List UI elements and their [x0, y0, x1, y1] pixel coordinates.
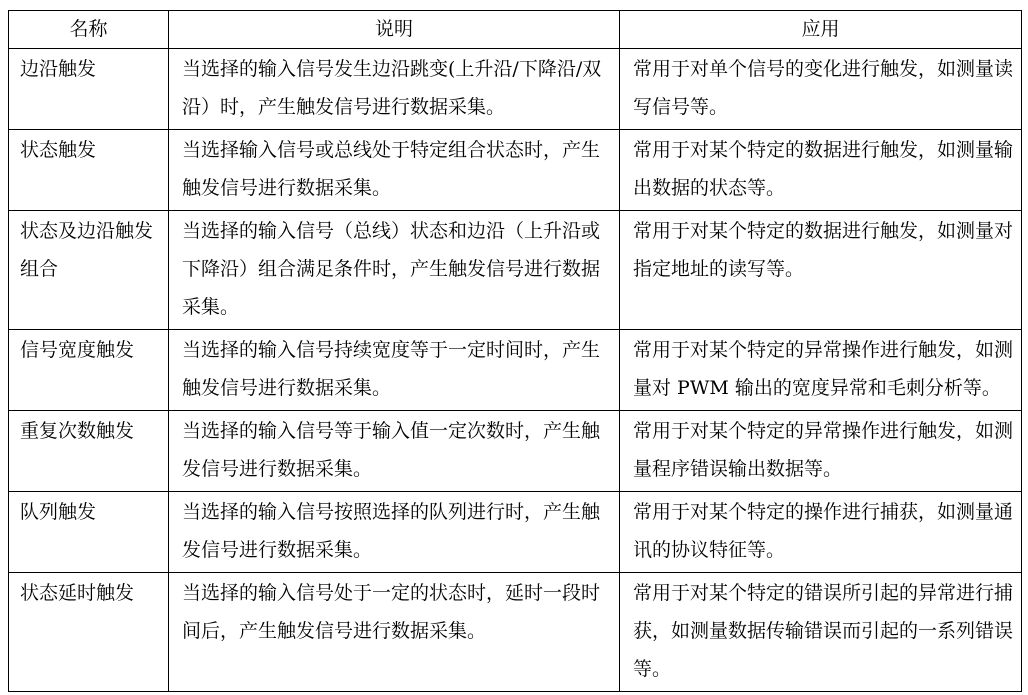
table-row — [9, 211, 1022, 330]
cell-name: 重复次数触发 — [9, 411, 169, 492]
table-row — [9, 492, 1022, 573]
cell-description: 当选择的输入信号等于输入值一定次数时，产生触发信号进行数据采集。 — [169, 411, 620, 492]
trigger-types-table — [8, 10, 1022, 692]
cell-name: 队列触发 — [9, 492, 169, 573]
header-row — [9, 11, 1022, 49]
header-description: 说明 — [169, 11, 620, 49]
cell-description: 当选择的输入信号（总线）状态和边沿（上升沿或下降沿）组合满足条件时，产生触发信号进行数据采集。 — [169, 211, 620, 330]
cell-application: 常用于对某个特定的异常操作进行触发，如测量程序错误输出数据等。 — [620, 411, 1022, 492]
cell-name: 信号宽度触发 — [9, 330, 169, 411]
table-row — [9, 411, 1022, 492]
cell-name: 边沿触发 — [9, 49, 169, 130]
header-application: 应用 — [620, 11, 1022, 49]
table-row — [9, 49, 1022, 130]
table-row — [9, 330, 1022, 411]
cell-description: 当选择的输入信号持续宽度等于一定时间时，产生触发信号进行数据采集。 — [169, 330, 620, 411]
cell-name: 状态及边沿触发组合 — [9, 211, 169, 330]
cell-description: 当选择的输入信号处于一定的状态时，延时一段时间后，产生触发信号进行数据采集。 — [169, 573, 620, 692]
cell-name: 状态触发 — [9, 130, 169, 211]
cell-application: 常用于对某个特定的错误所引起的异常进行捕获，如测量数据传输错误而引起的一系列错误等。 — [620, 573, 1022, 692]
cell-application: 常用于对某个特定的数据进行触发，如测量输出数据的状态等。 — [620, 130, 1022, 211]
cell-name: 状态延时触发 — [9, 573, 169, 692]
table-row — [9, 130, 1022, 211]
cell-description: 当选择的输入信号按照选择的队列进行时，产生触发信号进行数据采集。 — [169, 492, 620, 573]
cell-application: 常用于对单个信号的变化进行触发，如测量读写信号等。 — [620, 49, 1022, 130]
table-body — [9, 49, 1022, 692]
cell-application: 常用于对某个特定的异常操作进行触发，如测量对 PWM 输出的宽度异常和毛刺分析等。 — [620, 330, 1022, 411]
cell-application: 常用于对某个特定的操作进行捕获，如测量通讯的协议特征等。 — [620, 492, 1022, 573]
table-header — [9, 11, 1022, 49]
cell-description: 当选择的输入信号发生边沿跳变(上升沿/下降沿/双沿）时，产生触发信号进行数据采集。 — [169, 49, 620, 130]
cell-description: 当选择输入信号或总线处于特定组合状态时，产生触发信号进行数据采集。 — [169, 130, 620, 211]
table-row — [9, 573, 1022, 692]
header-name: 名称 — [9, 11, 169, 49]
cell-application: 常用于对某个特定的数据进行触发，如测量对指定地址的读写等。 — [620, 211, 1022, 330]
